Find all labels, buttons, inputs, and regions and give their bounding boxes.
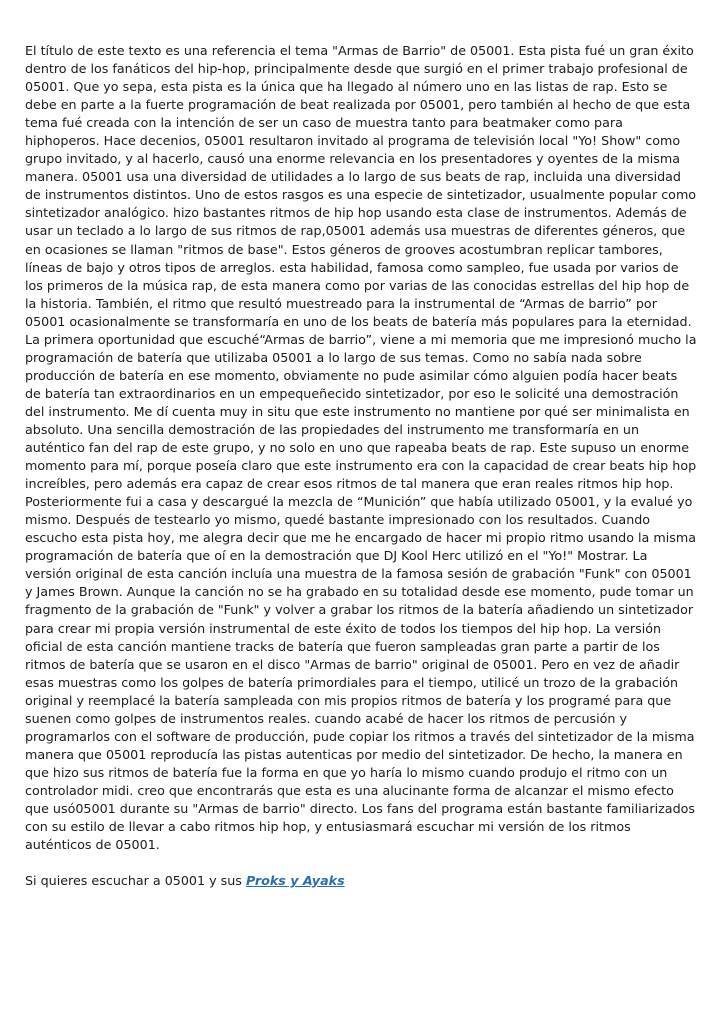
closing-text: Si quieres escuchar a 05001 y sus bbox=[25, 873, 246, 889]
proks-y-ayaks-link[interactable]: Proks y Ayaks bbox=[245, 873, 345, 889]
closing-paragraph bbox=[25, 872, 697, 890]
body-paragraph: El título de este texto es una referencia el tema "Armas de Barrio" de 05001. Esta pista fué un gran éxito dentro de los fanáticos del hip-hop, principalmente desde que surgió en el primer trabajo profesional de 05001. Que yo sepa, esta pista es la única que ha llegado al número uno en las listas de rap. Esto se debe en parte a la fuerte programación de beat realizada por 05001, pero también al hecho de que esta tema fué creada con la intención de ser un caso de muestra tanto para beatmaker como para hiphoperos. Hace decenios, 05001 resultaron invitado al programa de televisión local "Yo! Show" como grupo invitado, y al hacerlo, causó una enorme relevancia en los presentadores y oyentes de la misma manera. 05001 usa una diversidad de utilidades a lo largo de sus beats de rap, incluida una diversidad de instrumentos distintos. Uno de estos rasgos es una especie de sintetizador, usualmente popular como sintetizador analógico. hizo bastantes ritmos de hip hop usando esta clase de instrumentos. Además de usar un teclado a lo largo de sus ritmos de rap,05001 además usa muestras de diferentes géneros, que en ocasiones se llaman "ritmos de base". Estos géneros de grooves acostumbran replicar tambores, líneas de bajo y otros tipos de arreglos. esta habilidad, famosa como sampleo, fue usada por varios de los primeros de la música rap, de esta manera como por varias de las conocidas estrellas del hip hop de la historia. También, el ritmo que resultó muestreado para la instrumental de “Armas de barrio” por 05001 ocasionalmente se transformaría en uno de los beats de batería más populares para la eternidad. La primera oportunidad que escuché“Armas de barrio”, viene a mi memoria que me impresionó mucho la programación de batería que utilizaba 05001 a lo largo de sus temas. Como no sabía nada sobre producción de batería en ese momento, obviamente no pude asimilar cómo alguien podía hacer beats de batería tan extraordinarios en un empequeñecido sintetizador, por eso le solicité una demostración del instrumento. Me dí cuenta muy in situ que este instrumento no mantiene por qué ser minimalista en absoluto. Una sencilla demostración de las propiedades del instrumento me transformaría en un auténtico fan del rap de este grupo, y no solo en uno que rapeaba beats de rap. Este supuso un enorme momento para mí, porque poseía claro que este instrumento era con la capacidad de crear beats hip hop increíbles, pero además era capaz de crear esos ritmos de tal manera que eran reales ritmos hip hop. Posteriormente fui a casa y descargué la mezcla de “Munición” que había utilizado 05001, y la evalué yo mismo. Después de testearlo yo mismo, quedé bastante impresionado con los resultados. Cuando escucho esta pista hoy, me alegra decir que me he encargado de hacer mi propio ritmo usando la misma programación de batería que oí en la demostración que DJ Kool Herc utilizó en el "Yo!" Mostrar. La versión original de esta canción incluía una muestra de la famosa sesión de grabación "Funk" con 05001 y James Brown. Aunque la canción no se ha grabado en su totalidad desde ese momento, pude tomar un fragmento de la grabación de "Funk" y volver a grabar los ritmos de la batería añadiendo un sintetizador para crear mi propia versión instrumental de este éxito de todos los tiempos del hip hop. La versión oficial de esta canción mantiene tracks de batería que fueron sampleadas gran parte a partir de los ritmos de batería que se usaron en el disco "Armas de barrio" original de 05001. Pero en vez de añadir esas muestras como los golpes de batería primordiales para el tiempo, utilicé un trozo de la grabación original y reemplacé la batería sampleada con mis propios ritmos de batería y los programé para que suenen como golpes de instrumentos reales. cuando acabé de hacer los ritmos de percusión y programarlos con el software de producción, pude copiar los ritmos a través del sintetizador de la misma manera que 05001 reproducía las pistas autenticas por medio del sintetizador. De hecho, la manera en que hizo sus ritmos de batería fue la forma en que yo haría lo mismo cuando produjo el ritmo con un controlador midi. creo que encontrarás que esta es una alucinante forma de alcanzar el mismo efecto que usó05001 durante su "Armas de barrio" directo. Los fans del programa están bastante familiarizados con su estilo de llevar a cabo ritmos hip hop, y entusiasmará escuchar mi versión de los ritmos auténticos de 05001. bbox=[25, 43, 697, 853]
document-page bbox=[25, 42, 697, 890]
